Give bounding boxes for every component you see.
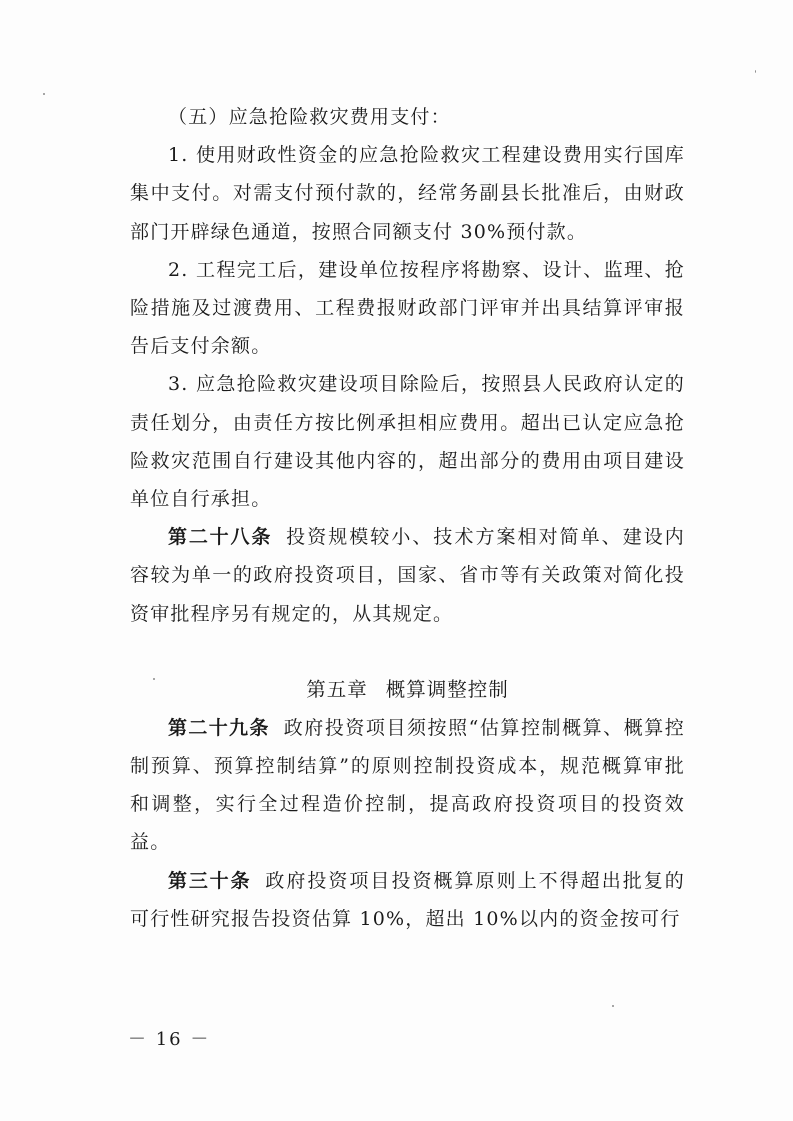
scan-speck	[43, 93, 45, 95]
chapter-heading	[130, 671, 685, 709]
article-text: 投资规模较小、技术方案相对简单、建设内容较为单一的政府投资项目，国家、省市等有关政策对简化投资审批程序另有规定的，从其规定。	[130, 526, 685, 625]
page-number: － 16 －	[128, 1029, 211, 1050]
article-30	[130, 862, 685, 938]
paragraph-text: 1. 使用财政性资金的应急抢险救灾工程建设费用实行国库集中支付。对需支付预付款的，经常务副县长批准后，由财政部门开辟绿色通道，按照合同额支付 30%预付款。	[130, 144, 685, 243]
article-number: 第二十九条	[168, 716, 270, 739]
document-body	[130, 98, 685, 938]
article-number: 第三十条	[168, 869, 252, 892]
paragraph-text: （五）应急抢险救灾费用支付：	[168, 106, 451, 128]
article-29	[130, 709, 685, 862]
chapter-title: 概算调整控制	[385, 677, 509, 701]
scan-speck	[755, 70, 756, 73]
chapter-number: 第五章	[306, 677, 368, 701]
paragraph-text: 3. 应急抢险救灾建设项目除险后，按照县人民政府认定的责任划分，由责任方按比例承担相应费用。超出已认定应急抢险救灾范围自行建设其他内容的，超出部分的费用由项目建设单位自行承担。	[130, 373, 685, 511]
paragraph-text: 2. 工程完工后，建设单位按程序将勘察、设计、监理、抢险措施及过渡费用、工程费报财政部门评审并出具结算评审报告后支付余额。	[130, 258, 685, 358]
article-text: 政府投资项目投资概算原则上不得超出批复的可行性研究报告投资估算 10%，超出 10%以内的资金按可行	[130, 869, 685, 930]
scan-speck	[153, 678, 155, 680]
spacer	[130, 633, 685, 671]
paragraph-section-five-heading	[130, 98, 685, 136]
paragraph-item-2	[130, 251, 685, 366]
article-text: 政府投资项目须按照“估算控制概算、概算控制预算、预算控制结算”的原则控制投资成本，规范概算审批和调整，实行全过程造价控制，提高政府投资项目的投资效益。	[130, 716, 685, 854]
paragraph-item-3	[130, 365, 685, 518]
scan-speck	[612, 1005, 614, 1007]
article-number: 第二十八条	[168, 526, 273, 549]
paragraph-item-1	[130, 136, 685, 251]
article-28	[130, 518, 685, 633]
